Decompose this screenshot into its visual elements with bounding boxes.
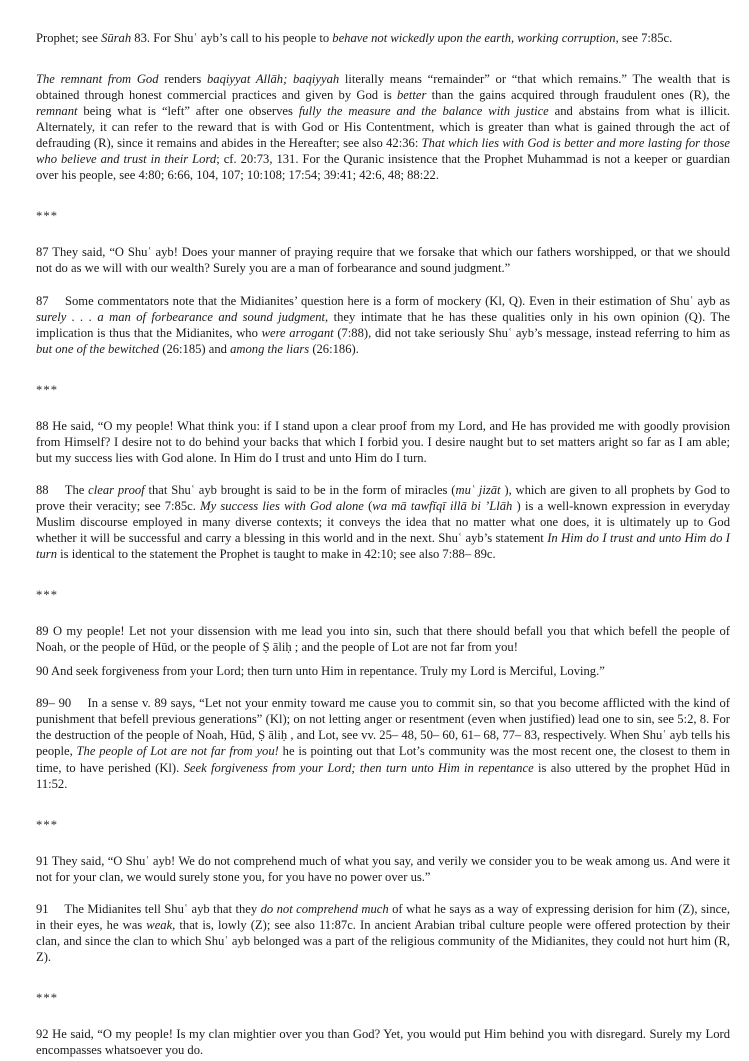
text-run: that Shuʿ ayb brought is said to be in the form of miracles ( [144, 482, 456, 497]
text-run: literally means “remainder” or “that which remains.” The wealth that is obtained through honest commercial practices and given by God is [36, 72, 731, 103]
text-run: (7:88), did not take seriously Shuʿ ayb’s message, instead referring to him as [333, 325, 730, 340]
text-run: ( [363, 498, 373, 513]
section-separator: *** [36, 990, 59, 1005]
commentary-paragraph [36, 695, 730, 791]
italic-run: fully the measure and the balance with justice [298, 104, 549, 119]
text-run: than the gains acquired through fraudulent ones (R), the [426, 88, 730, 103]
text-run: , see 7:85c. [615, 31, 673, 45]
text-run: 91 They said, “O Shuʿ ayb! We do not comprehend much of what you say, and verily we consider you to be weak among us. And were it not for your clan, we would surely stone you, for you have no power over us.” [36, 853, 730, 884]
italic-run: Sūrah [101, 31, 132, 45]
commentary-paragraph [36, 482, 730, 562]
text-run: they intimate that he has these qualities only in his own opinion (Q). The implication is thus that the Midianites, who [36, 309, 731, 340]
italic-run: In Him do I trust and unto Him do I turn [36, 531, 730, 562]
commentary-paragraph [36, 901, 730, 965]
section-separator: *** [36, 382, 59, 397]
text-run: (26:186). [309, 341, 359, 356]
italic-run: among the liars [230, 341, 310, 356]
text-run: Prophet; see [36, 31, 102, 45]
italic-run: better [396, 88, 427, 103]
italic-run: do not comprehend much [260, 901, 389, 916]
italic-run: My success lies with God alone [200, 498, 364, 513]
verse-paragraph [36, 663, 730, 679]
section-separator: *** [36, 588, 59, 603]
section-separator: *** [36, 817, 59, 832]
text-run: 88 He said, “O my people! What think you: if I stand upon a clear proof from my Lord, and He has provided me with goodly provision from Himself? I desire not to do behind your backs that which I forbid you. I desire naught but to set matters aright so far as I am able; but my success lies with God alone. In Him do I trust and unto Him do I turn. [36, 418, 730, 465]
italic-run: muʿ jizāt [455, 482, 501, 497]
text-run: 89– 90 In a sense v. 89 says, “Let not your enmity toward me cause you to commit sin, so that you become afflicted with the kind of punishment that befell previous generations” (Kl); on not letting anger or resentment (even when justified) lead one to sin, see 5:2, 8. For the destruction of the people of Noah, Hūd, Ṣ āliḥ , and Lot, see vv. 25– 48, 50– 60, 61– 68, 77– 83, respectively. When Shuʿ ayb tells his people, [36, 696, 730, 759]
text-run: that is, lowly (Z); see also 11:87c. In ancient Arabian tribal culture people were offered protection by their clan, and since the clan to which Shuʿ ayb belonged was a part of the religious community of the Midianites, they could not hurt him (R, Z). [36, 917, 730, 964]
verse-paragraph [36, 1026, 730, 1058]
text-run: of what he says as a way of expressing derision for him (Z), since, in their eyes, he was [36, 901, 730, 932]
section-separator: *** [36, 209, 59, 224]
verse-paragraph [36, 623, 730, 655]
page-text-body [36, 30, 730, 1058]
text-run: is also uttered by the prophet Hūd in 11:52. [36, 760, 730, 791]
text-run: 90 And seek forgiveness from your Lord; then turn unto Him in repentance. Truly my Lord is Merciful, Loving.” [36, 664, 605, 679]
verse-paragraph [36, 244, 730, 276]
text-run: 87 They said, “O Shuʿ ayb! Does your manner of praying require that we forsake that which our fathers worshipped, or that we should not do as we will with our wealth? Surely you are a man of forbearance and sound judgment.” [36, 245, 730, 276]
text-run: 88 The [36, 482, 89, 497]
text-run: 92 He said, “O my people! Is my clan mightier over you than God? Yet, you would put Him behind you with disregard. Surely my Lord encompasses whatsoever you do. [36, 1026, 730, 1058]
commentary-paragraph [36, 71, 730, 183]
text-run: ) is a well-known expression in everyday Muslim discourse employed in many diverse contexts; it conveys the idea that no matter what one does, it is ultimately up to God whether it will be successful and carry a blessing in this world and in the next. Shuʿ ayb’s statement [36, 498, 730, 546]
text-run: and abstains from what is illicit. Alternately, it can refer to the reward that is with God or His Contentment, which is greater than what is gained through the act of defrauding (R), since it remains and abides in the Hereafter; see also 42:36: [36, 104, 730, 151]
text-run: 89 O my people! Let not your dissension with me lead you into sin, such that there should befall you that which befell the people of Noah, or the people of Hūd, or the people of Ṣ āliḥ ; and the people of Lot are not far from you! [36, 624, 730, 655]
text-run: being what is “left” after one observes [77, 104, 299, 119]
text-run: ; cf. 20:73, 131. For the Quranic insistence that the Prophet Muhammad is not a keeper or guardian over his people, see 4:80; 6:66, 104, 107; 10:108; 17:54; 39:41; 42:6, 48; 88:22. [36, 152, 731, 183]
commentary-paragraph [36, 293, 730, 357]
verse-paragraph [36, 418, 730, 466]
text-run: (26:185) and [159, 341, 231, 356]
text-run: 91 The Midianites tell Shuʿ ayb that they [36, 901, 261, 916]
text-run: 83. For Shuʿ ayb’s call to his people to [131, 31, 333, 45]
commentary-paragraph [36, 30, 730, 46]
italic-run: surely . . . a man of forbearance and sound judgment, [36, 309, 329, 324]
italic-run: The people of Lot are not far from you! [76, 744, 279, 759]
italic-run: baqiyyat Allāh; baqiyyah [206, 72, 340, 87]
italic-run: That which lies with God is better and more lasting for those who believe and trust in their Lord [36, 136, 730, 167]
verse-paragraph [36, 853, 730, 885]
italic-run: The remnant from God [36, 72, 159, 87]
italic-run: but one of the bewitched [36, 341, 160, 356]
italic-run: behave not wickedly upon the earth, working corruption [332, 31, 616, 45]
italic-run: weak, [146, 917, 176, 932]
italic-run: remnant [36, 104, 78, 119]
italic-run: wa mā tawfīqī illā bi ’Llāh [372, 498, 513, 513]
italic-run: were arrogant [261, 325, 334, 340]
text-run: is identical to the statement the Prophet is taught to make in 42:10; see also 7:88– 89c. [57, 547, 496, 562]
italic-run: Seek forgiveness from your Lord; then turn unto Him in repentance [183, 760, 534, 775]
text-run: he is pointing out that Lot’s community was the most recent one, the closest to them in time, to have perished (Kl). [36, 744, 731, 775]
text-run: renders [158, 72, 207, 87]
italic-run: clear proof [88, 482, 145, 497]
text-run: 87 Some commentators note that the Midianites’ question here is a form of mockery (Kl, Q). Even in their estimation of Shuʿ ayb as [36, 293, 730, 308]
text-run: ), which are given to all prophets by God to prove their veracity; see 7:85c. [36, 482, 730, 513]
